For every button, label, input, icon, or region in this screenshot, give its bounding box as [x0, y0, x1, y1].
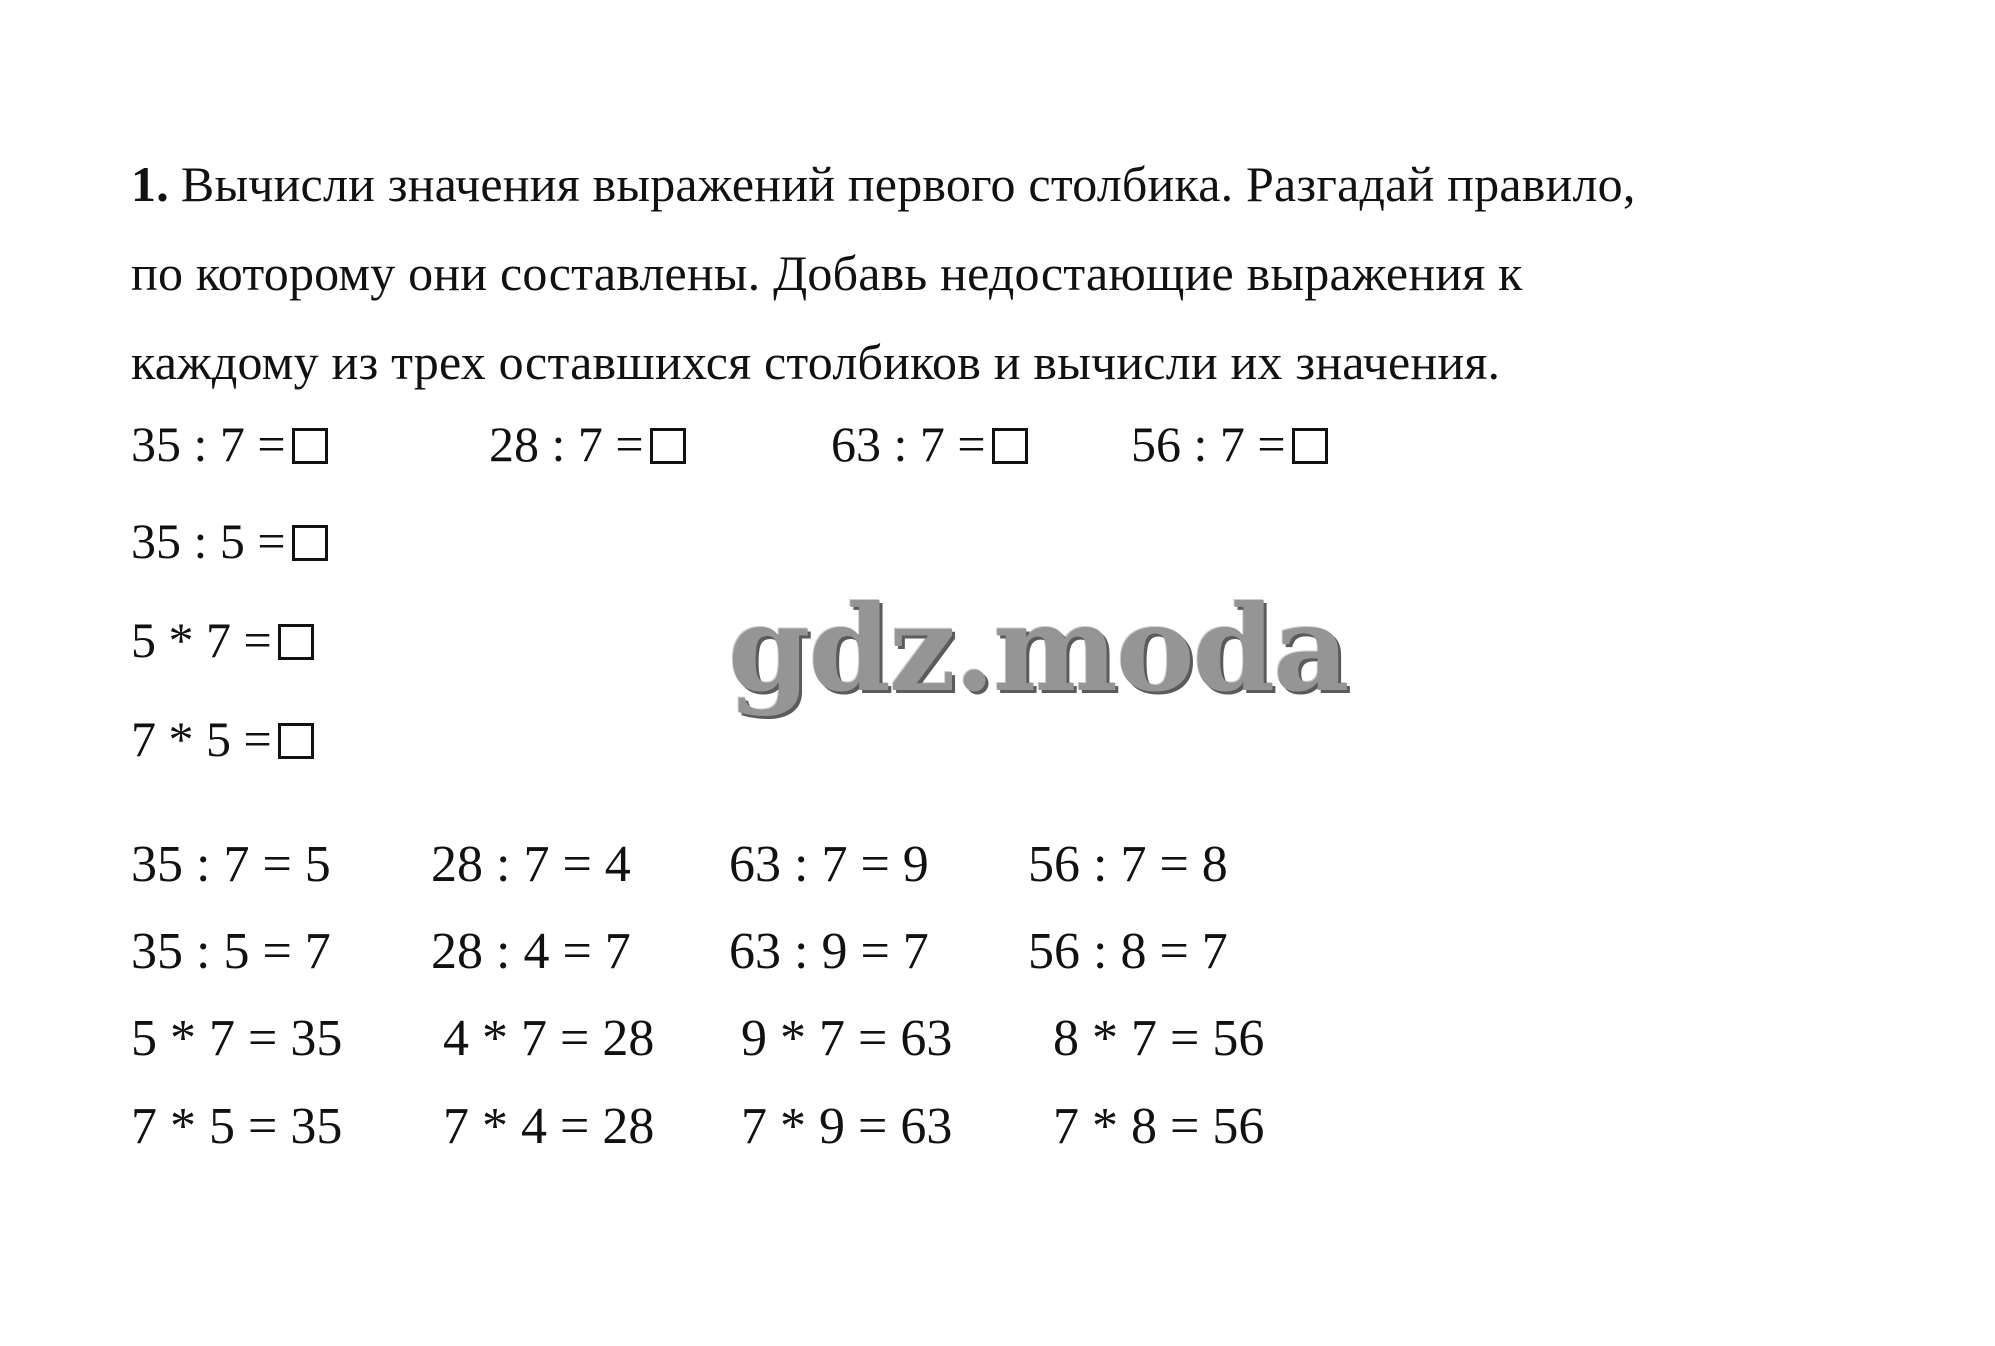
task-line-2: по которому они составлены. Добавь недостающие выражения к [131, 245, 1523, 301]
exercise-col1-row2 [131, 511, 328, 571]
expression-text: 35 : 5 = [131, 513, 286, 569]
exercise-col1-row4 [131, 709, 314, 769]
expression-text: 28 : 7 = [489, 416, 644, 472]
answer-r2-c2: 28 : 4 = 7 [431, 923, 631, 980]
answer-r3-c3: 9 * 7 = 63 [741, 1010, 953, 1067]
answer-r4-c1: 7 * 5 = 35 [131, 1098, 343, 1155]
exercise-row1-col1 [131, 414, 328, 474]
answer-r1-c4: 56 : 7 = 8 [1028, 836, 1228, 893]
answer-r3-c2: 4 * 7 = 28 [443, 1010, 655, 1067]
answer-r4-c3: 7 * 9 = 63 [741, 1098, 953, 1155]
task-text [131, 140, 1911, 407]
answer-r3-c4: 8 * 7 = 56 [1053, 1010, 1265, 1067]
exercise-row1-col4 [1131, 414, 1328, 474]
answer-r4-c2: 7 * 4 = 28 [443, 1098, 655, 1155]
answer-box[interactable] [292, 428, 328, 464]
answer-box[interactable] [292, 525, 328, 561]
task-line-1-text: Вычисли значения выражений первого столбика. Разгадай правило, [180, 156, 1636, 212]
answer-r1-c1: 35 : 7 = 5 [131, 836, 331, 893]
answer-r3-c1: 5 * 7 = 35 [131, 1010, 343, 1067]
answer-box[interactable] [992, 428, 1028, 464]
exercise-row1-col3 [831, 414, 1028, 474]
task-line-1 [131, 140, 1911, 229]
expression-text: 7 * 5 = [131, 711, 272, 767]
task-number: 1. [131, 156, 169, 212]
answer-r2-c1: 35 : 5 = 7 [131, 923, 331, 980]
expression-text: 63 : 7 = [831, 416, 986, 472]
task-line-3: каждому из трех оставшихся столбиков и вычисли их значения. [131, 334, 1501, 390]
expression-text: 5 * 7 = [131, 612, 272, 668]
answer-box[interactable] [650, 428, 686, 464]
watermark: gdz.moda [728, 579, 1348, 718]
answer-box[interactable] [1292, 428, 1328, 464]
answer-r2-c3: 63 : 9 = 7 [729, 923, 929, 980]
exercise-col1-row3 [131, 610, 314, 670]
answer-box[interactable] [278, 723, 314, 759]
answer-box[interactable] [278, 624, 314, 660]
answer-r4-c4: 7 * 8 = 56 [1053, 1098, 1265, 1155]
answer-r1-c2: 28 : 7 = 4 [431, 836, 631, 893]
expression-text: 35 : 7 = [131, 416, 286, 472]
answer-r2-c4: 56 : 8 = 7 [1028, 923, 1228, 980]
answer-r1-c3: 63 : 7 = 9 [729, 836, 929, 893]
expression-text: 56 : 7 = [1131, 416, 1286, 472]
exercise-row1-col2 [489, 414, 686, 474]
